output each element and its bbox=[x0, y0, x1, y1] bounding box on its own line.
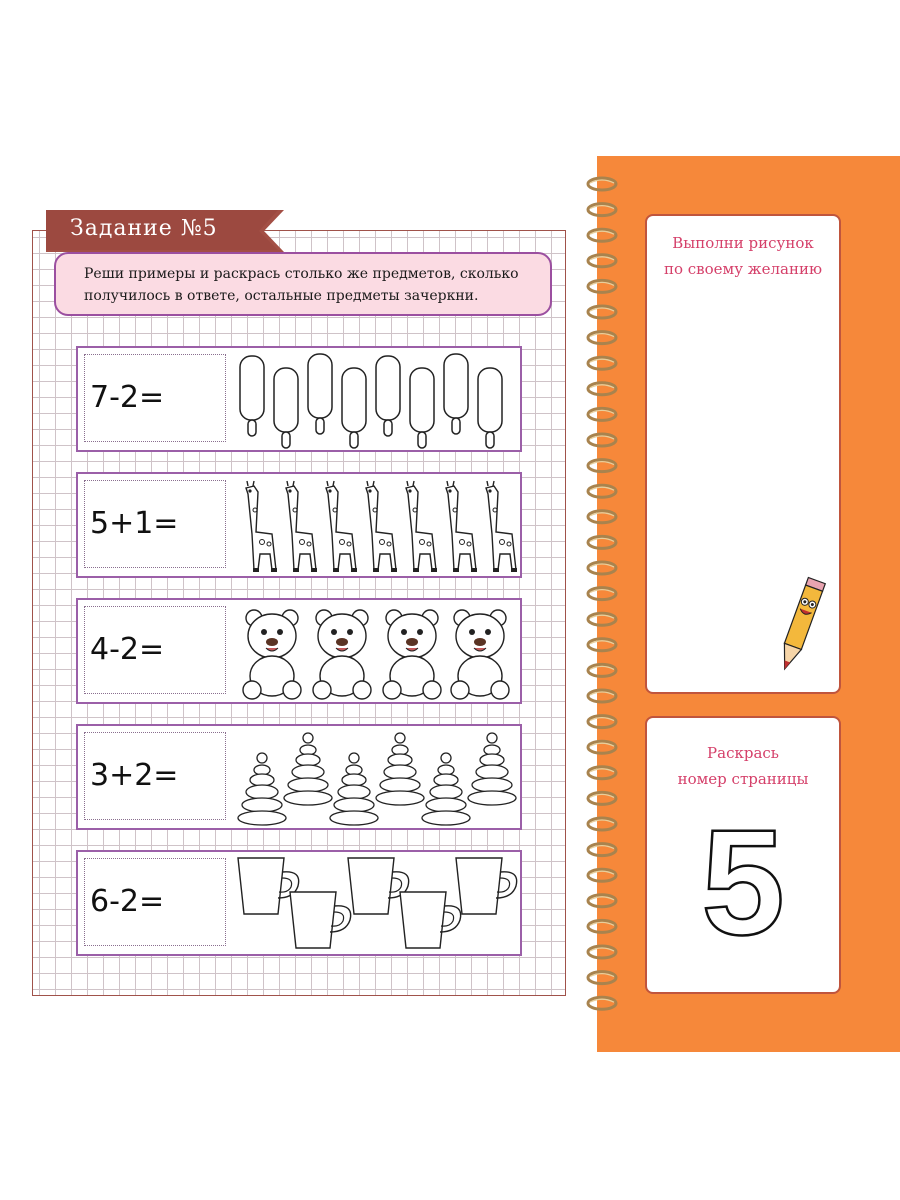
page-number-outline[interactable] bbox=[647, 816, 839, 950]
popsicle-icon-group bbox=[234, 348, 520, 454]
teddy-bear-icon[interactable] bbox=[243, 610, 301, 699]
spiral-binding-icon bbox=[580, 176, 626, 1028]
giraffe-icon[interactable] bbox=[246, 481, 277, 572]
popsicle-icon[interactable] bbox=[478, 368, 502, 448]
giraffe-icon[interactable] bbox=[286, 481, 317, 572]
mug-icon[interactable] bbox=[290, 892, 351, 948]
ring-pyramid-icon-group bbox=[234, 726, 520, 832]
popsicle-icon[interactable] bbox=[410, 368, 434, 448]
task-banner bbox=[46, 210, 284, 252]
ring-pyramid-icon[interactable] bbox=[468, 733, 516, 805]
popsicle-icon[interactable] bbox=[240, 356, 264, 436]
mug-icon[interactable] bbox=[348, 858, 409, 914]
ring-pyramid-icon[interactable] bbox=[330, 753, 378, 825]
page-number-card[interactable] bbox=[645, 716, 841, 994]
ring-pyramid-icon[interactable] bbox=[284, 733, 332, 805]
instruction-line-1: Реши примеры и раскрась столько же предметов, сколько bbox=[84, 266, 519, 282]
drawing-card-title-2: по своему желанию bbox=[663, 260, 822, 278]
teddy-bear-icon-group bbox=[234, 600, 520, 706]
equation-text: 5+1= bbox=[90, 506, 179, 541]
drawing-card-title-1: Выполни рисунок bbox=[672, 234, 814, 252]
popsicle-icon[interactable] bbox=[444, 354, 468, 434]
mug-icon[interactable] bbox=[238, 858, 299, 914]
page-number-card-title-2: номер страницы bbox=[677, 770, 809, 788]
giraffe-icon[interactable] bbox=[406, 481, 437, 572]
teddy-bear-icon[interactable] bbox=[451, 610, 509, 699]
pencil-icon bbox=[771, 572, 831, 682]
instruction-box bbox=[54, 252, 552, 316]
exercise-row-1 bbox=[76, 346, 522, 452]
equation-text: 6-2= bbox=[90, 884, 165, 919]
giraffe-icon-group bbox=[234, 474, 520, 580]
mug-icon[interactable] bbox=[456, 858, 517, 914]
teddy-bear-icon[interactable] bbox=[313, 610, 371, 699]
exercise-row-3 bbox=[76, 598, 522, 704]
equation-text: 3+2= bbox=[90, 758, 179, 793]
popsicle-icon[interactable] bbox=[274, 368, 298, 448]
popsicle-icon[interactable] bbox=[376, 356, 400, 436]
teddy-bear-icon[interactable] bbox=[383, 610, 441, 699]
ring-pyramid-icon[interactable] bbox=[422, 753, 470, 825]
exercise-row-4 bbox=[76, 724, 522, 830]
drawing-card[interactable] bbox=[645, 214, 841, 694]
instruction-line-2: получилось в ответе, остальные предметы зачеркни. bbox=[84, 288, 479, 304]
mug-icon-group bbox=[234, 852, 520, 958]
task-title: Задание №5 bbox=[70, 216, 218, 241]
page-number-card-title-1: Раскрась bbox=[707, 744, 779, 762]
ring-pyramid-icon[interactable] bbox=[376, 733, 424, 805]
exercise-row-2 bbox=[76, 472, 522, 578]
exercise-row-5 bbox=[76, 850, 522, 956]
giraffe-icon[interactable] bbox=[446, 481, 477, 572]
giraffe-icon[interactable] bbox=[326, 481, 357, 572]
giraffe-icon[interactable] bbox=[366, 481, 397, 572]
equation-text: 7-2= bbox=[90, 380, 165, 415]
giraffe-icon[interactable] bbox=[486, 481, 517, 572]
ring-pyramid-icon[interactable] bbox=[238, 753, 286, 825]
popsicle-icon[interactable] bbox=[342, 368, 366, 448]
popsicle-icon[interactable] bbox=[308, 354, 332, 434]
mug-icon[interactable] bbox=[400, 892, 461, 948]
equation-text: 4-2= bbox=[90, 632, 165, 667]
page-number-text: 5 bbox=[701, 816, 785, 946]
